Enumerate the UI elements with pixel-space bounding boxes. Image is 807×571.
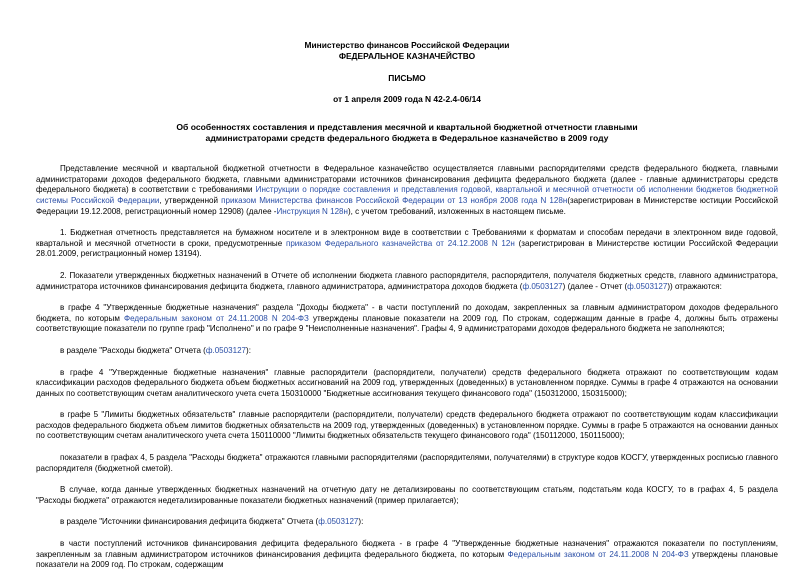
form-0503127-link[interactable]: ф.0503127: [318, 517, 359, 527]
instruction-link[interactable]: Инструкции о порядке составления и представления годовой, квартальной и месячной отчетности об исполнении бюджетов бюджетной системы Российской Федерации: [36, 185, 779, 205]
document-page: [36, 40, 778, 571]
paragraph-4: [36, 346, 778, 357]
text-span: в графе 4 "Утвержденные бюджетные назначения" раздела "Доходы бюджета" - в части поступлений по доходам, закрепленных за главным администратором доходов федерального бюджета, по которым: [36, 303, 778, 323]
text-span: в части поступлений источников финансирования дефицита федерального бюджета - в графе 4 "Утвержденные бюджетные назначения" отражаются показатели по поступлениям, закрепленным за главным администратором источников финансирования дефицита федерального бюджета, по которым: [36, 539, 778, 559]
text-span: показатели в графах 4, 5 раздела "Расходы бюджета" отражаются главными распорядителями (распорядителями, получателями) в структуре кодов КОСГУ, утвержденных росписью главного распорядителя (бюджетной сметой).: [36, 453, 778, 473]
paragraph-6: [36, 410, 778, 442]
document-type: ПИСЬМО: [388, 72, 426, 83]
order-128n-link[interactable]: приказом Министерства финансов Российской Федерации от 13 ноября 2008 года N 128н: [221, 195, 568, 205]
form-0503127-link[interactable]: ф.0503127: [205, 345, 247, 355]
text-span: (зарегистрирован в Министерстве юстиции Российской Федерации 19.12.2008, регистрационный номер 12908) (далее -: [36, 195, 778, 216]
agency-name: ФЕДЕРАЛЬНОЕ КАЗНАЧЕЙСТВО: [338, 50, 476, 61]
text-span: ):: [246, 345, 251, 355]
text-span: в разделе "Источники финансирования дефицита бюджета" Отчета (: [60, 517, 319, 527]
paragraph-2: [36, 271, 778, 292]
text-span: , утвержденной: [159, 195, 222, 205]
paragraph-1: [36, 228, 778, 260]
text-span: 1. Бюджетная отчетность представляется на бумажном носителе и в электронном виде в соответствии с Требованиями к форматам и способам передачи в электронном виде годовой, квартальной и месячной отчетности в сроки, предусмотренные: [36, 228, 778, 248]
paragraph-5: [36, 368, 778, 400]
text-span: утверждены плановые показатели на 2009 год. По строкам, содержащим: [36, 549, 779, 570]
text-span: ):: [358, 517, 364, 527]
title-line-1: Об особенностях составления и представления месячной и квартальной бюджетной отчетности главными: [176, 122, 638, 133]
document-header: [36, 40, 778, 105]
document-date-number: от 1 апреля 2009 года N 42-2.4-06/14: [333, 94, 481, 105]
paragraph-3: [36, 303, 778, 335]
text-span: Представление месячной и квартальной бюджетной отчетности в Федеральное казначейство осуществляется главными распорядителями средств федерального бюджета, главными администраторами доходов федерального бюджета, главными администраторами источников финансирования дефицита федерального бюджета (далее - главные администраторы средств федерального бюджета) в соответствии с требованиями: [36, 164, 778, 195]
form-0503127-link[interactable]: ф.0503127: [522, 281, 563, 291]
paragraph-10: [36, 539, 778, 571]
paragraph-intro: [36, 164, 778, 217]
text-span: в графе 5 "Лимиты бюджетных обязательств" главные распорядители (распорядители, получатели) средств федерального бюджета отражают по соответствующим кодам классификации расходов федерального бюджета объем лимитов бюджетных обязательств на 2009 год, утвержденных (доведенных) в установленном порядке. Суммы в графе 5 отражаются на основании данных по соответствующим счетам аналитического учета счета 150110000 "Лимиты бюджетных обязательств текущего финансового года" (150112000, 150115000);: [36, 410, 778, 441]
text-span: утверждены плановые показатели на 2009 год. По строкам, содержащим данные в графе 4, должны быть отражены соответствующие показатели по группе граф "Исполнено" и по графе 9 "Неисполненные назначения". Графы 4, 9 администраторами доходов федерального бюджета не заполняются;: [36, 313, 778, 334]
text-span: в разделе "Расходы бюджета" Отчета (: [60, 345, 206, 355]
paragraph-7: [36, 453, 778, 474]
text-span: В случае, когда данные утвержденных бюджетных назначений на отчетную дату не детализированы по соответствующим статьям, подстатьям кода КОСГУ, то в графах 4, 5 раздела "Расходы бюджета" отражаются недетализированные показатели бюджетных назначений (пример прилагается);: [36, 485, 778, 505]
order-12n-link[interactable]: приказом Федерального казначейства от 24.12.2008 N 12н: [285, 238, 515, 248]
title-line-2: администраторами средств федерального бюджета в Федеральное казначейство в 2009 году: [205, 133, 609, 144]
document-title: [36, 122, 778, 144]
paragraph-9: [36, 517, 778, 528]
text-span: 2. Показатели утвержденных бюджетных назначений в Отчете об исполнении бюджета главного распорядителя, распорядителя, получателя бюджетных средств, главного администратора, администратора источников финансирования дефицита бюджета, главного администратора, администратора доходов бюджета (: [36, 270, 778, 291]
paragraph-8: [36, 485, 778, 506]
text-span: ), с учетом требований, изложенных в настоящем письме.: [347, 206, 566, 216]
text-span: ) (далее - Отчет (: [562, 281, 628, 291]
federal-law-204-link[interactable]: Федеральным законом от 24.11.2008 N 204-ФЗ: [507, 549, 689, 559]
text-span: )) отражаются:: [667, 281, 722, 291]
federal-law-204-link[interactable]: Федеральным законом от 24.11.2008 N 204-ФЗ: [123, 313, 309, 323]
text-span: в графе 4 "Утвержденные бюджетные назначения" главные распорядители (распорядители, получатели) средств федерального бюджета отражают по соответствующим кодам классификации расходов федерального бюджета объем бюджетных ассигнований на 2009 год, утвержденных (доведенных) в установленном порядке. Суммы в графе 4 отражаются на основании данных по соответствующим счетам аналитического учета счета 150310000 "Бюджетные ассигнования текущего финансового года" (150312000, 150315000);: [36, 367, 778, 398]
ministry-name: Министерство финансов Российской Федерации: [304, 40, 510, 50]
text-span: (зарегистрирован в Министерстве юстиции Российской Федерации 28.01.2009, регистрационный номер 13194).: [36, 238, 778, 259]
form-0503127-link[interactable]: ф.0503127: [627, 281, 668, 291]
instruction-128n-link[interactable]: Инструкция N 128н: [276, 206, 348, 216]
